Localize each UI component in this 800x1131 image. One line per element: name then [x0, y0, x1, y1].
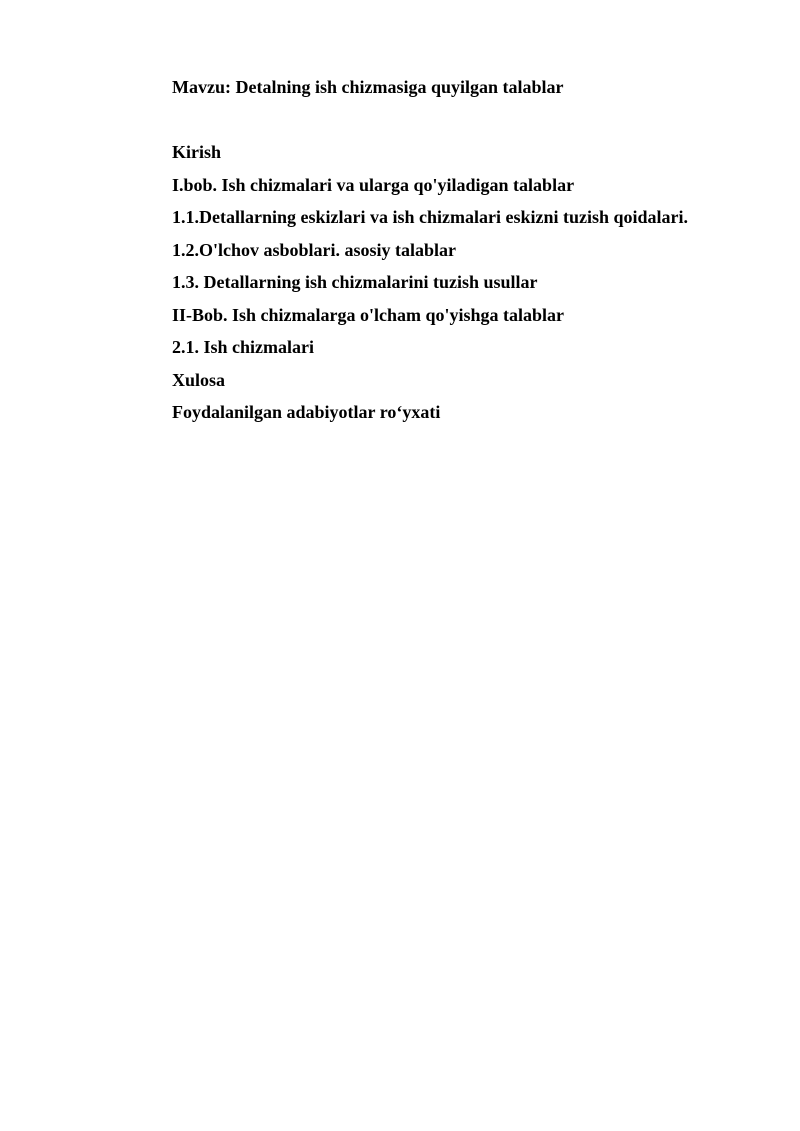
document-content — [172, 75, 772, 433]
toc-item-section-1-3: 1.3. Detallarning ish chizmalarini tuzish usullar — [172, 272, 538, 292]
page-title: Mavzu: Detalning ish chizmasiga quyilgan talablar — [172, 77, 564, 97]
toc-item-conclusion: Xulosa — [172, 369, 226, 390]
toc-item-chapter-2: II-Bob. Ish chizmalarga o'lcham qo'yishga talablar — [172, 304, 565, 325]
toc-item-section-1-1: 1.1.Detallarning eskizlari va ish chizmalari eskizni tuzish qoidalari. — [172, 207, 689, 227]
toc-item-section-1-2: 1.2.O'lchov asboblari. asosiy talablar — [172, 239, 457, 260]
table-of-contents — [172, 140, 772, 424]
toc-item-section-2-1: 2.1. Ish chizmalari — [172, 337, 314, 357]
toc-item-bibliography: Foydalanilgan adabiyotlar ro‘yxati — [172, 402, 441, 422]
toc-item-introduction: Kirish — [172, 142, 222, 162]
toc-item-chapter-1: I.bob. Ish chizmalari va ularga qo'yiladigan talablar — [172, 174, 575, 195]
